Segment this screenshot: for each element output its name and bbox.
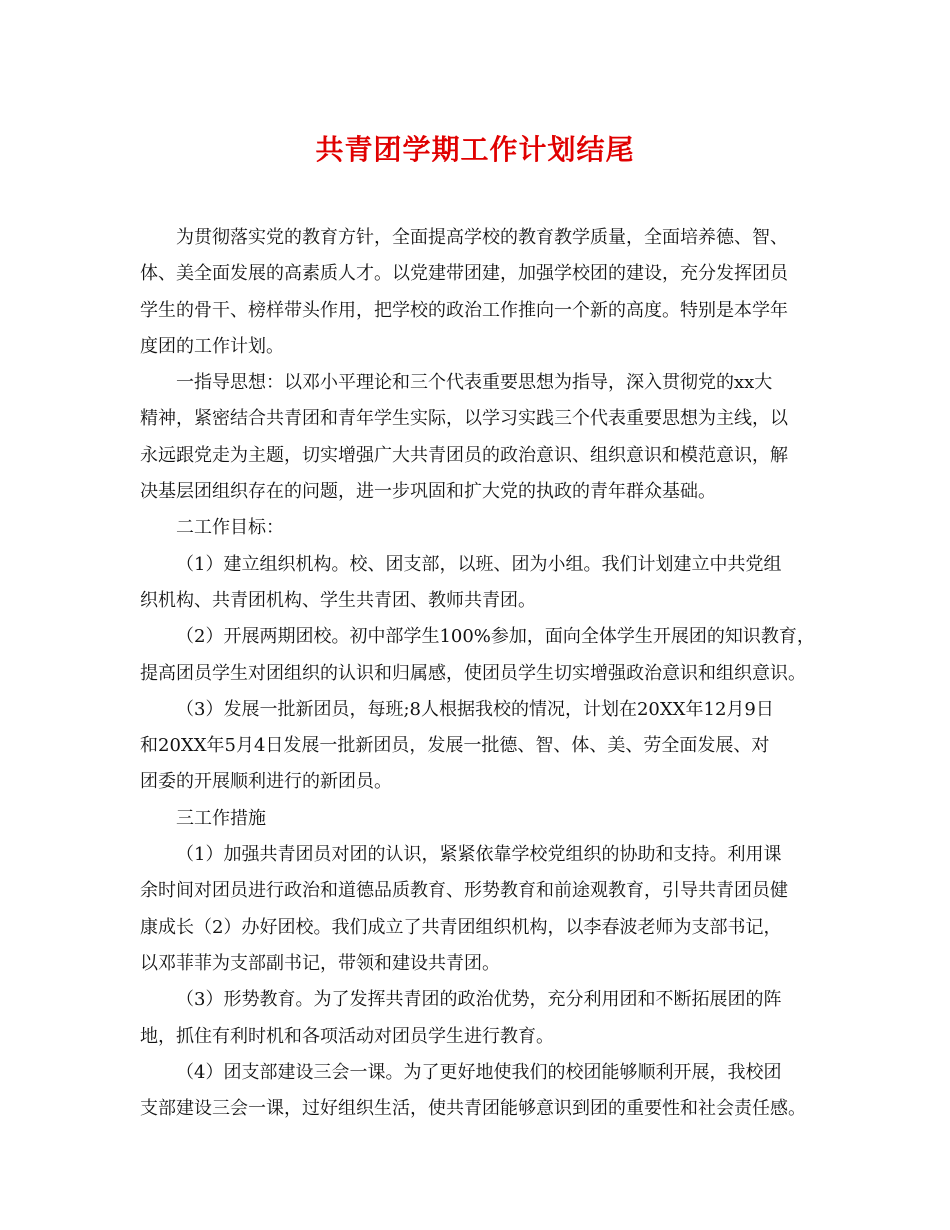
- body-line: （4）团支部建设三会一课。为了更好地使我们的校团能够顺利开展，我校团: [176, 1061, 782, 1083]
- body-line: 为贯彻落实党的教育方针，全面提高学校的教育教学质量，全面培养德、智、: [176, 227, 788, 248]
- body-line: 永远跟党走为主题，切实增强广大共青团员的政治意识、组织意识和模范意识，解: [140, 444, 788, 466]
- body-line: 三工作措施: [176, 807, 266, 829]
- body-line: （3）形势教育。为了发挥共青团的政治优势，充分利用团和不断拓展团的阵: [176, 989, 782, 1011]
- body-line: （1）加强共青团员对团的认识，紧紧依靠学校党组织的协助和支持。利用课: [176, 844, 782, 866]
- body-line: 提高团员学生对团组织的认识和归属感，使团员学生切实增强政治意识和组织意识。: [140, 662, 806, 684]
- body-line: （3）发展一批新团员，每班;8人根据我校的情况，计划在20XX年12月9日: [176, 698, 774, 720]
- body-line: （2）开展两期团校。初中部学生100%参加，面向全体学生开展团的知识教育，: [176, 626, 815, 648]
- body-line: 度团的工作计划。: [140, 335, 284, 357]
- body-line: 精神，紧密结合共青团和青年学生实际，以学习实践三个代表重要思想为主线，以: [140, 408, 788, 430]
- body-line: 体、美全面发展的高素质人才。以党建带团建，加强学校团的建设，充分发挥团员: [140, 263, 788, 285]
- body-line: 和20XX年5月4日发展一批新团员，发展一批德、智、体、美、劳全面发展、对: [140, 735, 770, 757]
- body-line: 余时间对团员进行政治和道德品质教育、形势教育和前途观教育，引导共青团员健: [140, 880, 788, 902]
- body-line: 康成长（2）办好团校。我们成立了共青团组织机构，以李春波老师为支部书记，: [140, 916, 782, 938]
- body-line: （1）建立组织机构。校、团支部，以班、团为小组。我们计划建立中共党组: [176, 553, 782, 575]
- body-line: 决基层团组织存在的问题，进一步巩固和扩大党的执政的青年群众基础。: [140, 481, 716, 503]
- body-line: 一指导思想：以邓小平理论和三个代表重要思想为指导，深入贯彻党的xx大: [176, 372, 773, 394]
- body-line: 学生的骨干、榜样带头作用，把学校的政治工作推向一个新的高度。特别是本学年: [140, 299, 788, 321]
- body-line: 二工作目标：: [176, 517, 284, 539]
- body-line: 织机构、共青团机构、学生共青团、教师共青团。: [140, 589, 536, 611]
- document-title: 共青团学期工作计划结尾: [315, 133, 635, 166]
- body-line: 团委的开展顺利进行的新团员。: [140, 771, 392, 793]
- document-body: [140, 220, 820, 1127]
- body-line: 以邓菲菲为支部副书记，带领和建设共青团。: [140, 952, 500, 974]
- body-line: 地，抓住有利时机和各项活动对团员学生进行教育。: [140, 1025, 554, 1047]
- body-line: 支部建设三会一课，过好组织生活，使共青团能够意识到团的重要性和社会责任感。: [140, 1098, 806, 1120]
